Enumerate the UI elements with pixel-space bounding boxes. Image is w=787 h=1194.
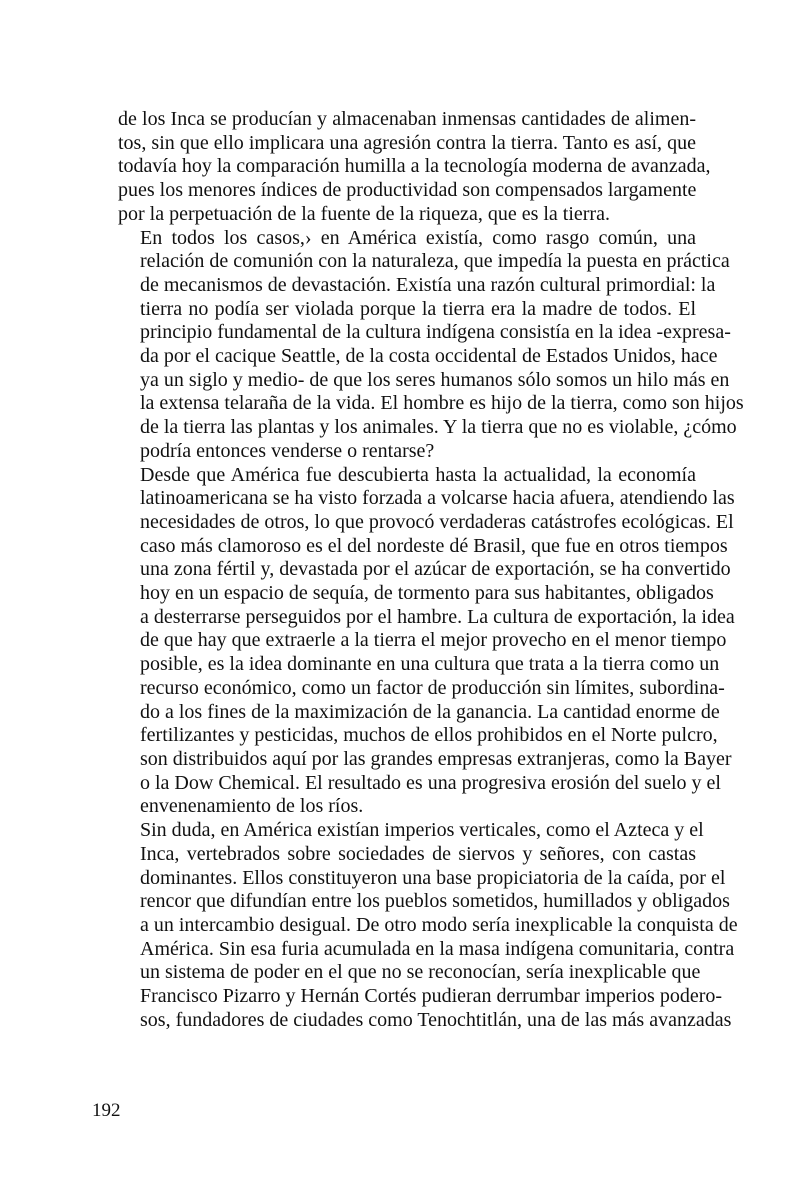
text-line: América. Sin esa furia acumulada en la masa indígena comunitaria, contra (140, 937, 735, 960)
page-number: 192 (92, 1100, 121, 1121)
text-line: En todos los casos,› en América existía, como rasgo común, una (140, 226, 696, 249)
text-line: caso más clamoroso es el del nordeste dé Brasil, que fue en otros tiempos (140, 534, 728, 557)
text-line: necesidades de otros, lo que provocó verdaderas catástrofes ecológicas. El (140, 510, 734, 533)
paragraph (118, 108, 711, 227)
paragraph (118, 463, 735, 820)
text-line: la extensa telaraña de la vida. El hombre es hijo de la tierra, como son hijos (140, 392, 744, 415)
text-line: envenenamiento de los ríos. (140, 795, 364, 818)
text-line: Francisco Pizarro y Hernán Cortés pudieran derrumbar imperios podero- (140, 985, 723, 1008)
text-line: de mecanismos de devastación. Existía una razón cultural primordial: la (140, 273, 716, 296)
text-line: da por el cacique Seattle, de la costa occidental de Estados Unidos, hace (140, 345, 718, 368)
text-line: Inca, vertebrados sobre sociedades de siervos y señores, con castas (140, 842, 696, 865)
text-line: principio fundamental de la cultura indígena consistía en la idea -expresa- (140, 321, 731, 344)
paragraph (118, 226, 744, 464)
page-body (118, 108, 744, 1032)
text-line: Desde que América fue descubierta hasta la actualidad, la economía (140, 463, 696, 486)
text-line: sos, fundadores de ciudades como Tenochtitlán, una de las más avanzadas (140, 1008, 732, 1031)
text-line: Sin duda, en América existían imperios verticales, como el Azteca y el (140, 819, 704, 842)
text-line: tos, sin que ello implicara una agresión contra la tierra. Tanto es así, que (118, 131, 696, 154)
paragraph (118, 819, 738, 1032)
text-line: a un intercambio desigual. De otro modo sería inexplicable la conquista de (140, 913, 738, 936)
text-line: todavía hoy la comparación humilla a la tecnología moderna de avanzada, (118, 155, 711, 178)
text-line: rencor que difundían entre los pueblos sometidos, humillados y obligados (140, 890, 730, 913)
text-line: de los Inca se producían y almacenaban inmensas cantidades de alimen- (118, 108, 696, 130)
text-line: relación de comunión con la naturaleza, que impedía la puesta en práctica (140, 250, 730, 273)
text-line: una zona fértil y, devastada por el azúcar de exportación, se ha convertido (140, 558, 731, 581)
text-line: do a los fines de la maximización de la ganancia. La cantidad enorme de (140, 700, 720, 723)
text-line: podría entonces venderse o rentarse? (140, 439, 435, 462)
text-line: son distribuidos aquí por las grandes empresas extranjeras, como la Bayer (140, 747, 732, 770)
text-line: dominantes. Ellos constituyeron una base propiciatoria de la caída, por el (140, 866, 726, 889)
text-line: posible, es la idea dominante en una cultura que trata a la tierra como un (140, 653, 720, 676)
text-line: hoy en un espacio de sequía, de tormento para sus habitantes, obligados (140, 582, 714, 605)
text-line: a desterrarse perseguidos por el hambre. La cultura de exportación, la idea (140, 605, 735, 628)
text-line: fertilizantes y pesticidas, muchos de ellos prohibidos en el Norte pulcro, (140, 724, 718, 747)
text-line: recurso económico, como un factor de producción sin límites, subordina- (140, 676, 725, 699)
text-line: o la Dow Chemical. El resultado es una progresiva erosión del suelo y el (140, 771, 721, 794)
text-line: ya un siglo y medio- de que los seres humanos sólo somos un hilo más en (140, 368, 730, 391)
text-line: de que hay que extraerle a la tierra el mejor provecho en el menor tiempo (140, 629, 727, 652)
text-line: pues los menores índices de productividad son compensados largamente (118, 179, 697, 202)
text-line: un sistema de poder en el que no se reconocían, sería inexplicable que (140, 961, 701, 984)
text-line: tierra no podía ser violada porque la tierra era la madre de todos. El (140, 297, 696, 320)
text-line: latinoamericana se ha visto forzada a volcarse hacia afuera, atendiendo las (140, 487, 735, 510)
text-line: de la tierra las plantas y los animales. Y la tierra que no es violable, ¿cómo (140, 416, 737, 439)
text-line: por la perpetuación de la fuente de la riqueza, que es la tierra. (118, 202, 610, 225)
